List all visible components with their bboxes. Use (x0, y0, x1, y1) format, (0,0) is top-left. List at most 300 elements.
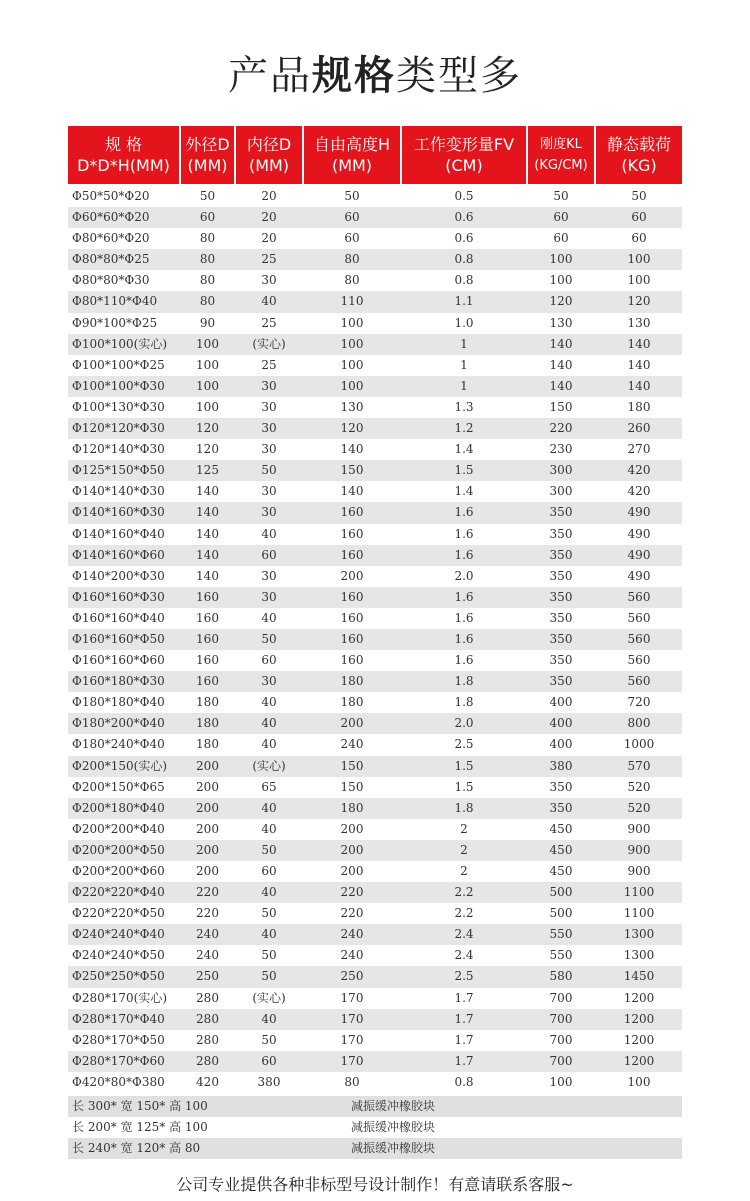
deformation-cell: 0.8 (454, 273, 474, 288)
outer-diameter-cell: 200 (196, 758, 219, 773)
static-load-cell: 60 (631, 231, 647, 246)
deformation-cell: 2.5 (454, 737, 474, 752)
spec-cell: Φ140*200*Φ30 (72, 568, 165, 583)
outer-diameter-cell: 120 (196, 421, 219, 436)
inner-diameter-cell: (实心) (252, 990, 286, 1005)
note-desc: 减振缓冲橡胶块 (351, 1099, 436, 1113)
spec-cell: Φ140*140*Φ30 (72, 484, 165, 499)
free-height-cell: 140 (340, 442, 364, 457)
title-bold-part: 规格 (312, 53, 396, 99)
inner-diameter-cell: 40 (261, 526, 277, 541)
stiffness-cell: 400 (549, 737, 573, 752)
spec-cell: Φ200*150*Φ65 (72, 779, 165, 794)
outer-diameter-cell: 140 (196, 526, 219, 541)
outer-diameter-cell: 160 (196, 589, 219, 604)
static-load-cell: 490 (627, 568, 651, 583)
free-height-cell: 110 (340, 294, 364, 309)
static-load-cell: 1200 (623, 990, 655, 1005)
table-row (68, 228, 682, 249)
note-row (68, 1096, 682, 1117)
inner-diameter-cell: 30 (261, 399, 277, 414)
table-row (68, 460, 682, 481)
inner-diameter-cell: 30 (261, 442, 277, 457)
outer-diameter-cell: 140 (196, 484, 219, 499)
spec-cell: Φ125*150*Φ50 (72, 463, 165, 478)
static-load-cell: 140 (627, 336, 651, 351)
header-inner-diameter (236, 126, 302, 184)
header-stiffness-line1: 刚度KL (540, 137, 582, 152)
table-row (68, 418, 682, 439)
inner-diameter-cell: 380 (257, 1074, 281, 1089)
deformation-cell: 0.6 (454, 231, 474, 246)
deformation-cell: 0.6 (454, 210, 474, 225)
inner-diameter-cell: (实心) (252, 758, 286, 773)
spec-cell: Φ120*120*Φ30 (72, 421, 165, 436)
table-row (68, 692, 682, 713)
table-row (68, 777, 682, 798)
stiffness-cell: 50 (553, 189, 569, 203)
table-row (68, 734, 682, 755)
inner-diameter-cell: 60 (261, 864, 277, 878)
outer-diameter-cell: 80 (199, 273, 216, 288)
static-load-cell: 1200 (623, 1011, 655, 1026)
stiffness-cell: 350 (549, 653, 573, 668)
deformation-cell: 1.8 (454, 695, 474, 710)
static-load-cell: 50 (631, 189, 647, 203)
outer-diameter-cell: 100 (196, 357, 219, 372)
inner-diameter-cell: 50 (261, 463, 277, 478)
table-row (68, 545, 682, 566)
static-load-cell: 1300 (623, 927, 655, 942)
stiffness-cell: 300 (549, 463, 573, 478)
deformation-cell: 1.7 (454, 990, 474, 1005)
spec-cell: Φ80*110*Φ40 (72, 294, 158, 309)
stiffness-cell: 140 (549, 357, 573, 372)
spec-cell: Φ50*50*Φ20 (72, 189, 150, 203)
free-height-cell: 100 (340, 336, 364, 351)
static-load-cell: 1450 (623, 969, 655, 984)
free-height-cell: 60 (344, 231, 360, 246)
outer-diameter-cell: 160 (196, 653, 219, 668)
table-row (68, 819, 682, 840)
outer-diameter-cell: 220 (196, 885, 219, 900)
stiffness-cell: 450 (549, 821, 573, 836)
deformation-cell: 1 (460, 336, 468, 351)
inner-diameter-cell: 60 (261, 1053, 277, 1068)
static-load-cell: 1000 (623, 737, 655, 752)
static-load-cell: 180 (627, 399, 651, 414)
table-row (68, 249, 682, 270)
static-load-cell: 800 (627, 716, 651, 731)
inner-diameter-cell: 50 (261, 842, 277, 857)
deformation-cell: 1.1 (454, 294, 474, 309)
deformation-cell: 1.0 (454, 315, 474, 330)
stiffness-cell: 120 (549, 294, 573, 309)
static-load-cell: 560 (627, 610, 651, 625)
static-load-cell: 1100 (623, 906, 655, 921)
deformation-cell: 1.6 (454, 631, 474, 646)
outer-diameter-cell: 180 (196, 716, 219, 731)
table-row (68, 291, 682, 312)
outer-diameter-cell: 60 (199, 210, 216, 225)
inner-diameter-cell: 40 (261, 610, 277, 625)
table-row (68, 1030, 682, 1051)
free-height-cell: 240 (340, 737, 364, 752)
stiffness-cell: 700 (549, 1032, 573, 1047)
outer-diameter-cell: 180 (196, 695, 219, 710)
inner-diameter-cell: 65 (261, 779, 277, 794)
inner-diameter-cell: 30 (261, 484, 277, 499)
outer-diameter-cell: 100 (196, 399, 219, 414)
inner-diameter-cell: 30 (261, 568, 277, 583)
table-row (68, 945, 682, 966)
header-deform-line1: 工作变形量FV (413, 135, 515, 154)
free-height-cell: 170 (340, 1032, 364, 1047)
header-stiffness-line2: (KG/CM) (534, 158, 588, 173)
stiffness-cell: 500 (549, 885, 573, 900)
inner-diameter-cell: 30 (261, 273, 277, 288)
free-height-cell: 60 (344, 210, 360, 225)
table-row (68, 355, 682, 376)
static-load-cell: 520 (627, 800, 651, 815)
inner-diameter-cell: 60 (261, 547, 277, 562)
free-height-cell: 200 (340, 821, 364, 836)
outer-diameter-cell: 100 (196, 378, 219, 393)
header-spec-line1: 规 格 (104, 135, 143, 154)
spec-cell: Φ100*130*Φ30 (72, 399, 165, 414)
stiffness-cell: 150 (549, 399, 573, 414)
static-load-cell: 100 (627, 1074, 651, 1089)
title-part-1: 产品 (228, 53, 312, 99)
spec-cell: Φ100*100*Φ30 (72, 378, 165, 393)
header-load-line2: (KG) (621, 156, 657, 175)
free-height-cell: 100 (340, 315, 364, 330)
spec-cell: Φ160*160*Φ60 (72, 653, 165, 668)
table-row (68, 671, 682, 692)
inner-diameter-cell: 50 (261, 1032, 277, 1047)
header-free-height (304, 126, 400, 184)
deformation-cell: 2.2 (454, 885, 474, 900)
table-row (68, 840, 682, 861)
free-height-cell: 130 (340, 399, 364, 414)
spec-cell: Φ160*180*Φ30 (72, 674, 165, 689)
spec-cell: Φ250*250*Φ50 (72, 969, 165, 984)
table-row (68, 924, 682, 945)
note-size: 长 300* 宽 150* 高 100 (72, 1099, 208, 1113)
header-spec (68, 126, 179, 184)
note-size: 长 240* 宽 120* 高 80 (72, 1141, 201, 1155)
stiffness-cell: 300 (549, 484, 573, 499)
free-height-cell: 160 (340, 526, 364, 541)
spec-cell: Φ160*160*Φ50 (72, 631, 165, 646)
note-desc: 减振缓冲橡胶块 (351, 1141, 436, 1155)
outer-diameter-cell: 125 (196, 463, 219, 478)
outer-diameter-cell: 220 (196, 906, 219, 921)
static-load-cell: 560 (627, 653, 651, 668)
spec-cell: Φ60*60*Φ20 (72, 210, 150, 225)
stiffness-cell: 350 (549, 568, 573, 583)
spec-cell: Φ220*220*Φ40 (72, 885, 165, 900)
inner-diameter-cell: 40 (261, 695, 277, 710)
stiffness-cell: 350 (549, 547, 573, 562)
deformation-cell: 1.7 (454, 1032, 474, 1047)
deformation-cell: 1.6 (454, 610, 474, 625)
note-size: 长 200* 宽 125* 高 100 (72, 1120, 208, 1134)
deformation-cell: 1.5 (454, 463, 474, 478)
deformation-cell: 0.8 (454, 1074, 474, 1089)
free-height-cell: 120 (340, 421, 364, 436)
static-load-cell: 900 (627, 842, 651, 857)
table-row (68, 1009, 682, 1030)
static-load-cell: 490 (627, 526, 651, 541)
spec-cell: Φ140*160*Φ30 (72, 505, 165, 520)
static-load-cell: 130 (627, 315, 651, 330)
free-height-cell: 240 (340, 948, 364, 963)
outer-diameter-cell: 200 (196, 842, 219, 857)
table-row (68, 587, 682, 608)
spec-cell: Φ80*80*Φ30 (72, 273, 150, 288)
header-static-load (596, 126, 682, 184)
free-height-cell: 200 (340, 864, 364, 878)
inner-diameter-cell: 20 (261, 210, 277, 225)
deformation-cell: 1.6 (454, 653, 474, 668)
deformation-cell: 1.6 (454, 547, 474, 562)
inner-diameter-cell: 50 (261, 969, 277, 984)
stiffness-cell: 450 (549, 842, 573, 857)
note-row (68, 1117, 682, 1138)
static-load-cell: 520 (627, 779, 651, 794)
table-row (68, 376, 682, 397)
inner-diameter-cell: 60 (261, 653, 277, 668)
outer-diameter-cell: 280 (196, 1053, 219, 1068)
static-load-cell: 560 (627, 589, 651, 604)
deformation-cell: 1.6 (454, 589, 474, 604)
table-header (68, 126, 682, 184)
outer-diameter-cell: 80 (199, 252, 216, 267)
stiffness-cell: 220 (549, 421, 573, 436)
static-load-cell: 100 (627, 273, 651, 288)
deformation-cell: 1 (460, 357, 468, 372)
free-height-cell: 180 (340, 674, 364, 689)
deformation-cell: 1.2 (454, 421, 474, 436)
inner-diameter-cell: 30 (261, 589, 277, 604)
stiffness-cell: 350 (549, 505, 573, 520)
header-deform-line2: (CM) (445, 156, 483, 175)
free-height-cell: 150 (340, 758, 364, 773)
stiffness-cell: 60 (553, 210, 569, 225)
stiffness-cell: 140 (549, 336, 573, 351)
header-inner-line2: (MM) (248, 156, 290, 175)
static-load-cell: 420 (627, 463, 651, 478)
deformation-cell: 1.8 (454, 674, 474, 689)
inner-diameter-cell: (实心) (252, 336, 286, 351)
table-row (68, 966, 682, 987)
outer-diameter-cell: 80 (199, 294, 216, 309)
deformation-cell: 0.5 (454, 189, 474, 203)
spec-cell: Φ160*160*Φ30 (72, 589, 165, 604)
deformation-cell: 2.0 (454, 716, 474, 731)
deformation-cell: 1.6 (454, 526, 474, 541)
table-row (68, 861, 682, 882)
table-row (68, 334, 682, 355)
spec-cell: Φ200*200*Φ40 (72, 821, 165, 836)
spec-cell: Φ80*60*Φ20 (72, 231, 150, 246)
stiffness-cell: 350 (549, 631, 573, 646)
spec-cell: Φ180*200*Φ40 (72, 716, 165, 731)
outer-diameter-cell: 50 (199, 189, 216, 203)
note-row (68, 1138, 682, 1159)
static-load-cell: 140 (627, 378, 651, 393)
free-height-cell: 150 (340, 779, 364, 794)
stiffness-cell: 400 (549, 716, 573, 731)
static-load-cell: 1100 (623, 885, 655, 900)
deformation-cell: 2.4 (454, 927, 474, 942)
free-height-cell: 80 (344, 273, 360, 288)
inner-diameter-cell: 50 (261, 948, 277, 963)
free-height-cell: 80 (344, 252, 360, 267)
title-part-2: 类型多 (396, 53, 522, 99)
outer-diameter-cell: 160 (196, 610, 219, 625)
header-height-line1: 自由高度H (313, 135, 391, 154)
inner-diameter-cell: 30 (261, 505, 277, 520)
inner-diameter-cell: 40 (261, 821, 277, 836)
static-load-cell: 1200 (623, 1053, 655, 1068)
static-load-cell: 570 (627, 758, 651, 773)
table-row (68, 629, 682, 650)
static-load-cell: 270 (627, 442, 651, 457)
deformation-cell: 1.5 (454, 758, 474, 773)
static-load-cell: 420 (627, 484, 651, 499)
header-inner-line1: 内径D (246, 135, 292, 154)
stiffness-cell: 100 (549, 252, 573, 267)
outer-diameter-cell: 160 (196, 674, 219, 689)
outer-diameter-cell: 180 (196, 737, 219, 752)
static-load-cell: 100 (627, 252, 651, 267)
inner-diameter-cell: 30 (261, 674, 277, 689)
deformation-cell: 2.2 (454, 906, 474, 921)
static-load-cell: 1300 (623, 948, 655, 963)
deformation-cell: 2 (460, 842, 468, 857)
header-height-line2: (MM) (331, 156, 373, 175)
table-row (68, 713, 682, 734)
deformation-cell: 1.5 (454, 779, 474, 794)
header-deformation (402, 126, 526, 184)
deformation-cell: 1.3 (454, 399, 474, 414)
stiffness-cell: 700 (549, 1053, 573, 1068)
stiffness-cell: 230 (549, 442, 573, 457)
stiffness-cell: 350 (549, 674, 573, 689)
header-spec-line2: D*D*H(MM) (77, 156, 170, 175)
outer-diameter-cell: 200 (196, 821, 219, 836)
stiffness-cell: 550 (549, 948, 573, 963)
static-load-cell: 900 (627, 821, 651, 836)
table-row (68, 313, 682, 334)
spec-cell: Φ140*160*Φ60 (72, 547, 165, 562)
free-height-cell: 100 (340, 357, 364, 372)
table-row (68, 524, 682, 545)
stiffness-cell: 140 (549, 378, 573, 393)
table-row (68, 481, 682, 502)
free-height-cell: 160 (340, 610, 364, 625)
spec-cell: Φ120*140*Φ30 (72, 442, 165, 457)
deformation-cell: 1.4 (454, 442, 474, 457)
spec-cell: Φ200*200*Φ60 (72, 864, 165, 878)
spec-cell: Φ100*100*Φ25 (72, 357, 165, 372)
free-height-cell: 220 (340, 885, 364, 900)
stiffness-cell: 500 (549, 906, 573, 921)
inner-diameter-cell: 40 (261, 294, 277, 309)
table-row (68, 756, 682, 777)
stiffness-cell: 550 (549, 927, 573, 942)
outer-diameter-cell: 140 (196, 568, 219, 583)
table-row (68, 397, 682, 418)
header-load-line1: 静态载荷 (606, 135, 671, 154)
spec-cell: Φ280*170*Φ50 (72, 1032, 165, 1047)
static-load-cell: 490 (627, 505, 651, 520)
outer-diameter-cell: 100 (196, 336, 219, 351)
inner-diameter-cell: 40 (261, 927, 277, 942)
free-height-cell: 150 (340, 463, 364, 478)
table-row (68, 270, 682, 291)
spec-cell: Φ200*180*Φ40 (72, 800, 165, 815)
static-load-cell: 560 (627, 631, 651, 646)
note-desc: 减振缓冲橡胶块 (351, 1120, 436, 1134)
static-load-cell: 900 (627, 864, 651, 878)
stiffness-cell: 400 (549, 695, 573, 710)
spec-cell: Φ240*240*Φ40 (72, 927, 165, 942)
table-row (68, 988, 682, 1009)
free-height-cell: 220 (340, 906, 364, 921)
outer-diameter-cell: 90 (199, 315, 216, 330)
free-height-cell: 180 (340, 800, 364, 815)
stiffness-cell: 580 (549, 969, 573, 984)
stiffness-cell: 100 (549, 273, 573, 288)
spec-cell: Φ100*100(实心) (72, 336, 168, 351)
inner-diameter-cell: 50 (261, 906, 277, 921)
deformation-cell: 1.7 (454, 1053, 474, 1068)
inner-diameter-cell: 40 (261, 800, 277, 815)
deformation-cell: 2.4 (454, 948, 474, 963)
header-outer-line1: 外径D (185, 135, 230, 154)
free-height-cell: 160 (340, 631, 364, 646)
static-load-cell: 560 (627, 674, 651, 689)
stiffness-cell: 700 (549, 1011, 573, 1026)
outer-diameter-cell: 80 (199, 231, 216, 246)
table-row (68, 1051, 682, 1072)
inner-diameter-cell: 30 (261, 378, 277, 393)
inner-diameter-cell: 30 (261, 421, 277, 436)
inner-diameter-cell: 40 (261, 885, 277, 900)
outer-diameter-cell: 240 (196, 948, 219, 963)
free-height-cell: 170 (340, 1011, 364, 1026)
stiffness-cell: 350 (549, 610, 573, 625)
outer-diameter-cell: 280 (196, 990, 219, 1005)
free-height-cell: 160 (340, 547, 364, 562)
table-row (68, 439, 682, 460)
static-load-cell: 1200 (623, 1032, 655, 1047)
inner-diameter-cell: 40 (261, 716, 277, 731)
spec-cell: Φ280*170(实心) (72, 990, 168, 1005)
outer-diameter-cell: 200 (196, 864, 219, 878)
table-row (68, 608, 682, 629)
deformation-cell: 1.6 (454, 505, 474, 520)
spec-cell: Φ90*100*Φ25 (72, 315, 158, 330)
table-row (68, 186, 682, 207)
outer-diameter-cell: 160 (196, 631, 219, 646)
table-row (68, 798, 682, 819)
stiffness-cell: 350 (549, 779, 573, 794)
stiffness-cell: 700 (549, 990, 573, 1005)
